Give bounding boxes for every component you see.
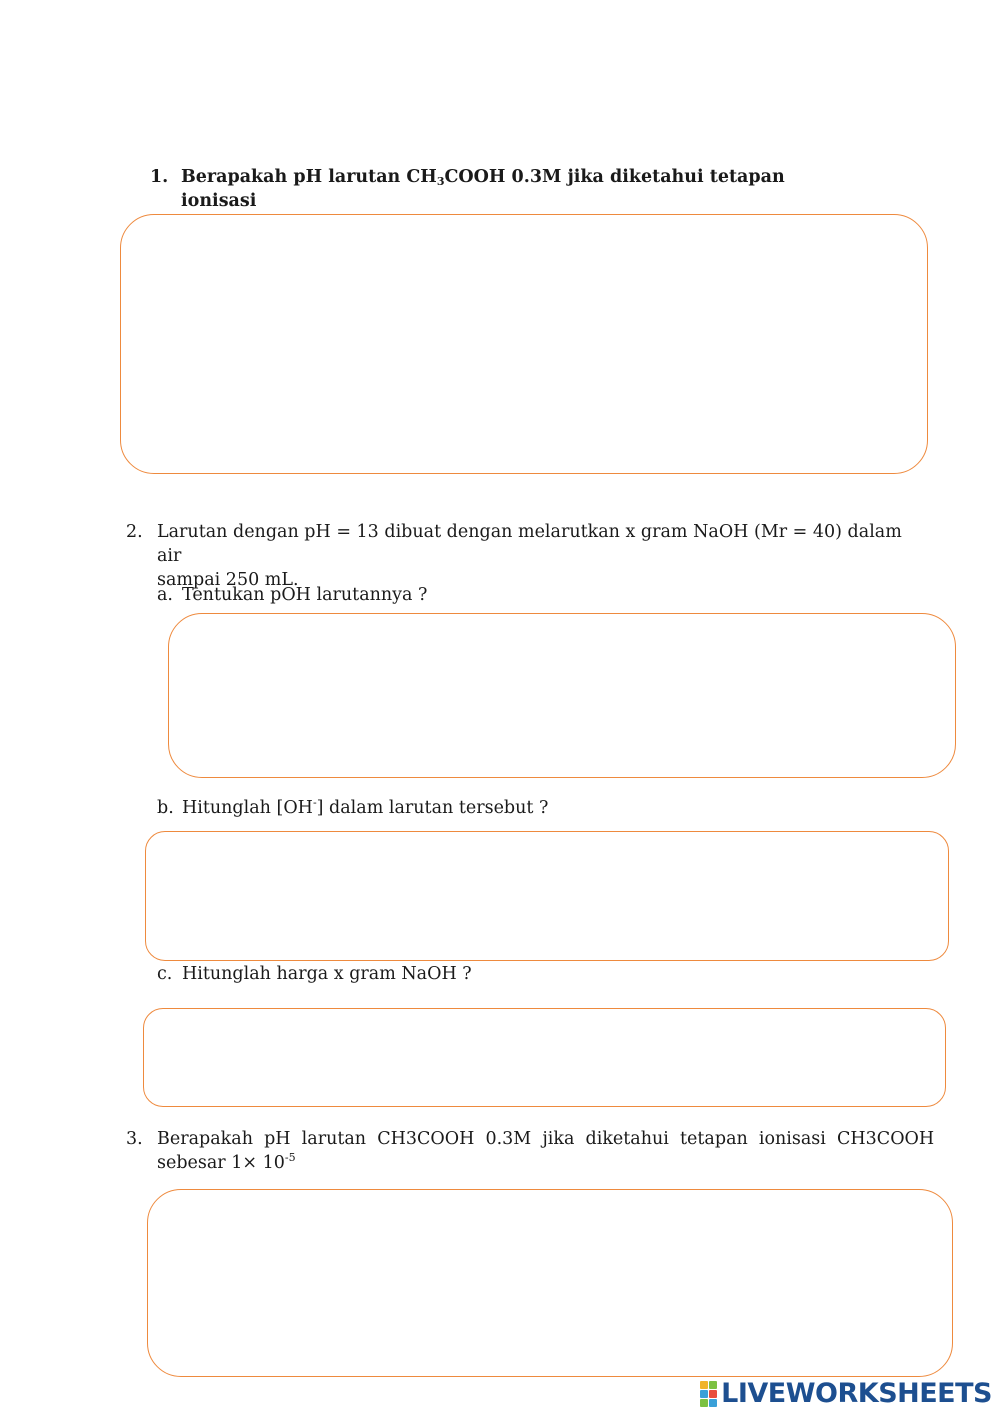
question-2a bbox=[157, 583, 757, 607]
question-2-number: 2. bbox=[126, 522, 143, 542]
question-2b-label: b. bbox=[157, 798, 174, 818]
question-2a-text: Tentukan pOH larutannya ? bbox=[182, 585, 428, 605]
answer-box-1[interactable] bbox=[120, 214, 928, 474]
answer-box-2c[interactable] bbox=[143, 1008, 946, 1107]
question-3-line-2: sebesar $1\times 10^{-5}$ bbox=[157, 1151, 296, 1173]
question-2c bbox=[157, 962, 757, 986]
question-2a-label: a. bbox=[157, 585, 173, 605]
answer-box-2b[interactable] bbox=[145, 831, 949, 961]
question-2c-label: c. bbox=[157, 964, 173, 984]
question-1-line-1: Berapakah pH larutan $CH_3COOH$ 0.3M jika diketahui tetapan ionisasi bbox=[181, 167, 785, 211]
answer-box-2a[interactable] bbox=[168, 613, 956, 778]
liveworksheets-logo-text: LIVEWORKSHEETS bbox=[721, 1378, 992, 1409]
question-2c-text: Hitunglah harga x gram NaOH ? bbox=[182, 964, 472, 984]
liveworksheets-logo-icon bbox=[700, 1381, 717, 1407]
question-2b bbox=[157, 796, 757, 820]
question-3-line-1: Berapakah pH larutan CH3COOH 0.3M jika diketahui tetapan ionisasi CH3COOH bbox=[157, 1129, 935, 1149]
answer-box-3[interactable] bbox=[147, 1189, 953, 1377]
question-3-number: 3. bbox=[126, 1129, 143, 1149]
liveworksheets-logo[interactable] bbox=[700, 1378, 992, 1409]
question-2 bbox=[126, 520, 906, 592]
question-1-number: 1. bbox=[150, 167, 169, 187]
question-2-line-1: Larutan dengan pH = 13 dibuat dengan melarutkan x gram NaOH (Mr = 40) dalam air bbox=[157, 522, 902, 566]
question-2-line-2: sampai 250 mL. bbox=[157, 570, 299, 590]
question-3 bbox=[126, 1127, 935, 1175]
question-2b-text: Hitunglah [OH-] dalam larutan tersebut ? bbox=[182, 796, 549, 818]
